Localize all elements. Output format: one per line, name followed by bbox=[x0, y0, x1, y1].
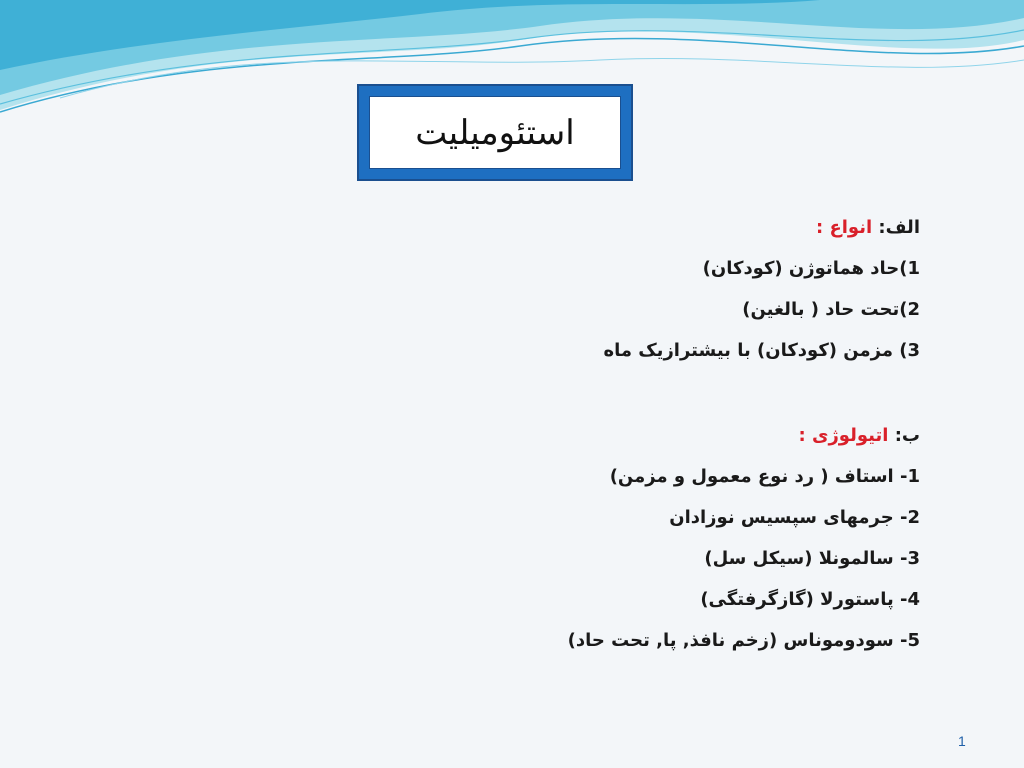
title-frame bbox=[357, 84, 633, 181]
list-item: 2- جرمهای سپسیس نوزادان bbox=[669, 507, 920, 528]
list-item: 4- پاستورلا (گازگرفتگی) bbox=[700, 589, 920, 610]
slide-content bbox=[400, 212, 920, 666]
list-item: 2)تحت حاد ( بالغین) bbox=[742, 299, 920, 320]
blank-line bbox=[400, 376, 920, 420]
list-item: 3) مزمن (کودکان) با بیشترازیک ماه bbox=[603, 340, 920, 361]
section-b-title: اتیولوژی : bbox=[798, 425, 889, 446]
list-item: 5- سودوموناس (زخم نافذ, پا, تحت حاد) bbox=[567, 630, 920, 651]
section-a-title: انواع : bbox=[815, 217, 873, 238]
section-a-heading bbox=[400, 212, 920, 253]
title-inner-frame bbox=[369, 96, 621, 169]
section-b-heading bbox=[400, 420, 920, 461]
list-item: 1- استاف ( رد نوع معمول و مزمن) bbox=[609, 466, 920, 487]
section-b-prefix: ب: bbox=[894, 425, 920, 446]
section-a-prefix: الف: bbox=[878, 217, 920, 238]
slide-title: استئومیلیت bbox=[415, 112, 575, 153]
list-item: 3- سالمونلا (سیکل سل) bbox=[704, 548, 920, 569]
page-number: 1 bbox=[958, 733, 966, 749]
list-item: 1)حاد هماتوژن (کودکان) bbox=[702, 258, 920, 279]
